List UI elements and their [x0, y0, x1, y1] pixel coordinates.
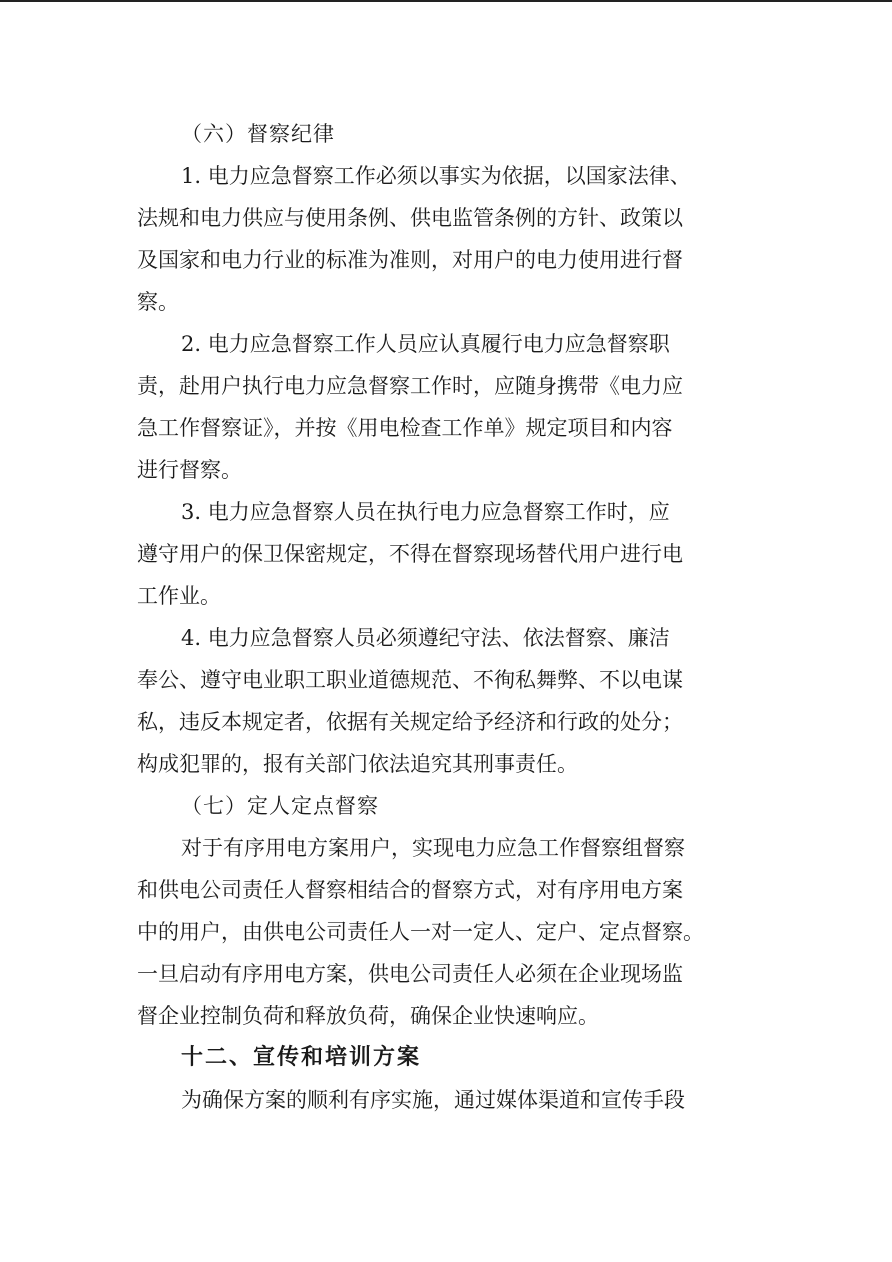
paragraph-line: 及国家和电力行业的标准为准则，对用户的电力使用进行督: [137, 248, 683, 272]
paragraph-item-2: [137, 323, 749, 491]
paragraph-line: 1. 电力应急督察工作必须以事实为依据，以国家法律、: [181, 164, 691, 188]
paragraph-line: 急工作督察证》，并按《用电检查工作单》规定项目和内容: [137, 416, 673, 440]
paragraph-line: 督企业控制负荷和释放负荷，确保企业快速响应。: [137, 1004, 599, 1028]
paragraph-item-3: [137, 491, 749, 617]
paragraph-line: 一旦启动有序用电方案，供电公司责任人必须在企业现场监: [137, 962, 683, 986]
page-top-border: [0, 0, 892, 2]
paragraph-line: 遵守用户的保卫保密规定，不得在督察现场替代用户进行电: [137, 542, 683, 566]
paragraph-line: 和供电公司责任人督察相结合的督察方式，对有序用电方案: [137, 878, 683, 902]
paragraph-line: 私，违反本规定者，依据有关规定给予经济和行政的处分；: [137, 710, 683, 734]
paragraph-line: 工作业。: [137, 584, 221, 608]
chapter-heading-publicity-training: 十二、宣传和培训方案: [181, 1045, 422, 1070]
paragraph-line: 进行督察。: [137, 458, 242, 482]
paragraph-line: 构成犯罪的，报有关部门依法追究其刑事责任。: [137, 752, 578, 776]
paragraph-line: 3. 电力应急督察人员在执行电力应急督察工作时，应: [181, 500, 670, 524]
paragraph-item-1: [137, 155, 749, 323]
paragraph-line: 4. 电力应急督察人员必须遵纪守法、依法督察、廉洁: [181, 626, 670, 650]
paragraph-publicity: [137, 1079, 749, 1121]
section-heading-supervision-discipline: （六）督察纪律: [181, 122, 335, 146]
paragraph-line: 法规和电力供应与使用条例、供电监管条例的方针、政策以: [137, 206, 683, 230]
document-body: [137, 113, 749, 1121]
paragraph-line: 奉公、遵守电业职工职业道德规范、不徇私舞弊、不以电谋: [137, 668, 683, 692]
paragraph-fixed-point: [137, 827, 749, 1037]
paragraph-line: 责，赴用户执行电力应急督察工作时，应随身携带《电力应: [137, 374, 683, 398]
paragraph-line: 为确保方案的顺利有序实施，通过媒体渠道和宣传手段: [181, 1088, 685, 1112]
paragraph-line: 察。: [137, 290, 179, 314]
paragraph-line: 2. 电力应急督察工作人员应认真履行电力应急督察职: [181, 332, 670, 356]
paragraph-line: 中的用户，由供电公司责任人一对一定人、定户、定点督察。: [137, 920, 704, 944]
paragraph-line: 对于有序用电方案用户，实现电力应急工作督察组督察: [181, 836, 685, 860]
section-heading-fixed-point-supervision: （七）定人定点督察: [181, 794, 379, 818]
paragraph-item-4: [137, 617, 749, 785]
